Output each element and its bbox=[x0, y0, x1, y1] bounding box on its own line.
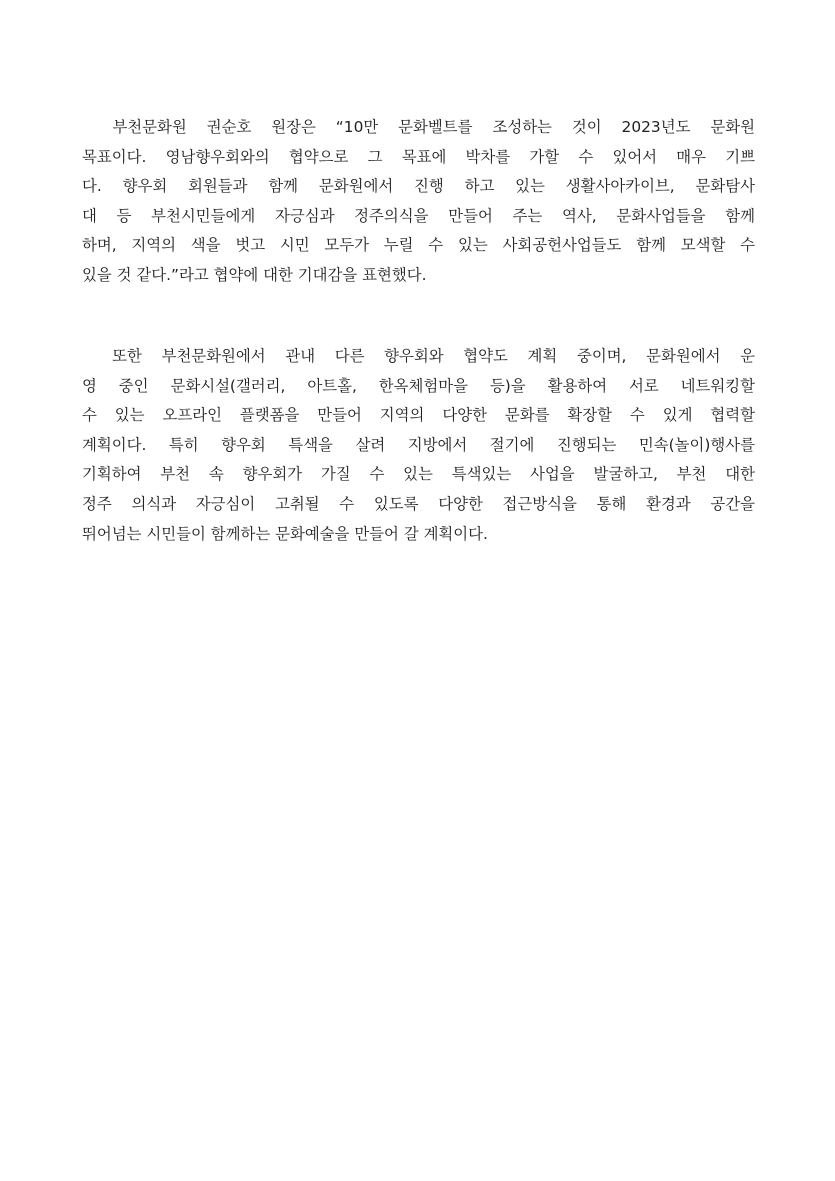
text-line: 부천문화원 권순호 원장은 “10만 문화벨트를 조성하는 것이 2023년도 문화원 bbox=[82, 118, 755, 136]
text-line: 대 등 부천시민들에게 자긍심과 정주의식을 만들어 주는 역사, 문화사업들을 함께 bbox=[82, 206, 755, 225]
text-line: 수 있는 오프라인 플랫폼을 만들어 지역의 다양한 문화를 확장할 수 있게 협력할 bbox=[82, 406, 755, 425]
text-line: 계획이다. 특히 향우회 특색을 살려 지방에서 절기에 진행되는 민속(놀이)행사를 bbox=[82, 435, 755, 454]
text-line: 정주 의식과 자긍심이 고취될 수 있도록 다양한 접근방식을 통해 환경과 공간을 bbox=[82, 494, 755, 513]
text-line: 기획하여 부천 속 향우회가 가질 수 있는 특색있는 사업을 발굴하고, 부천 대한 bbox=[82, 465, 755, 484]
text-line: 하며, 지역의 색을 벗고 시민 모두가 누릴 수 있는 사회공헌사업들도 함께 모색할 수 bbox=[82, 236, 755, 255]
text-line: 다. 향우회 회원들과 함께 문화원에서 진행 하고 있는 생활사아카이브, 문화탐사 bbox=[82, 177, 755, 196]
text-line: 또한 부천문화원에서 관내 다른 향우회와 협약도 계획 중이며, 문화원에서 운 bbox=[82, 347, 755, 365]
text-line: 목표이다. 영남향우회와의 협약으로 그 목표에 박차를 가할 수 있어서 매우 기쁘 bbox=[82, 147, 755, 166]
paragraph-future-plans bbox=[82, 342, 755, 549]
text-line: 있을 것 같다.”라고 협약에 대한 기대감을 표현했다. bbox=[82, 265, 427, 284]
text-line: 영 중인 문화시설(갤러리, 아트홀, 한옥체험마을 등)을 활용하여 서로 네트워킹할 bbox=[82, 376, 755, 395]
paragraph-director-quote bbox=[82, 113, 755, 291]
text-line: 뛰어넘는 시민들이 함께하는 문화예술을 만들어 갈 계획이다. bbox=[82, 524, 488, 543]
